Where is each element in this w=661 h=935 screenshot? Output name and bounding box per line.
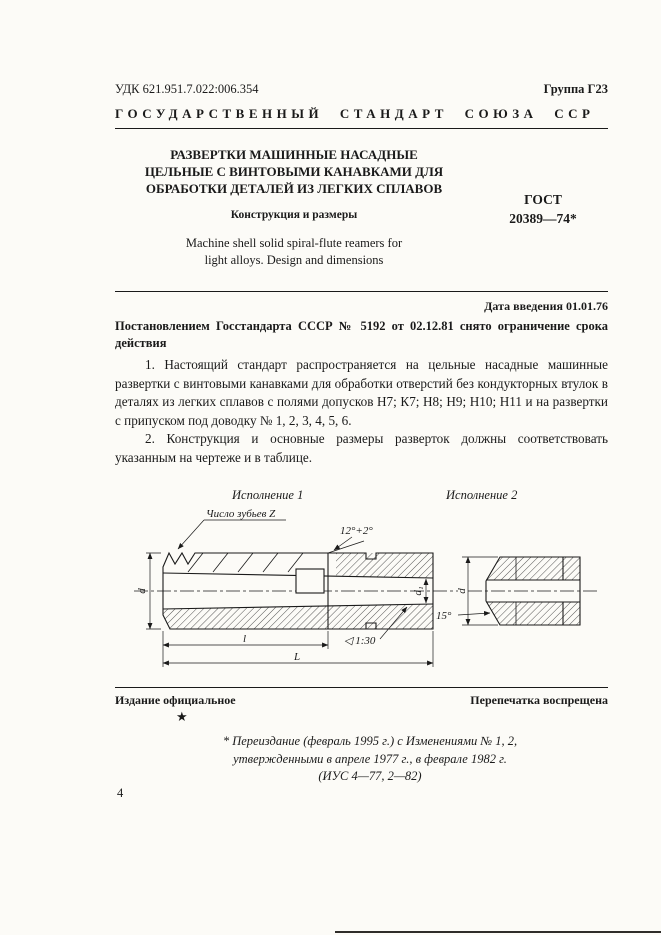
english-title-line-2: light alloys. Design and dimensions xyxy=(204,253,384,267)
dim-d-right-label: d xyxy=(456,588,468,594)
drawing-area xyxy=(118,503,610,691)
english-title xyxy=(118,235,470,269)
title-line-3: ОБРАБОТКИ ДЕТАЛЕЙ ИЗ ЛЕГКИХ СПЛАВОВ xyxy=(145,181,443,196)
masthead xyxy=(115,82,608,97)
body-text xyxy=(115,356,608,467)
dim-l-label: l xyxy=(243,633,247,645)
rule-above-date xyxy=(115,291,608,292)
hatch-upper-wall xyxy=(336,553,433,578)
spiral-flutes xyxy=(188,553,303,572)
title-line-1: РАЗВЕРТКИ МАШИННЫЕ НАСАДНЫЕ xyxy=(170,147,418,162)
angle-15-leader xyxy=(458,613,490,615)
scan-edge-artifact xyxy=(335,931,661,933)
dim-L-label: L xyxy=(294,651,301,663)
standard-header: ГОСУДАРСТВЕННЫЙ СТАНДАРТ СОЮЗА ССР xyxy=(115,106,595,121)
udk-code: УДК 621.951.7.022:006.354 xyxy=(115,82,259,96)
paragraph-1: 1. Настоящий стандарт распространяется на цельные насадные машинные развертки с винтовыми канавками для обработки отверстий без кондукторных втулок в деталях из легких сплавов с полями допусков Н7; К7; Н8; Н9; Н10; Н11 и на развертки с припуском под доводку № 1, 2, 3, 4, 5, 6. xyxy=(115,357,608,428)
footnote-line-3: (ИУС 4—77, 2—82) xyxy=(318,769,422,783)
effective-date: Дата введения 01.01.76 xyxy=(484,299,608,313)
english-title-line-1: Machine shell solid spiral-flute reamers for xyxy=(185,236,403,250)
gost-designation xyxy=(480,190,606,228)
footnote-line-2: утвержденными в апреле 1977 г., в феврале 1982 г. xyxy=(233,751,507,766)
technical-drawing xyxy=(118,503,610,691)
page-number: 4 xyxy=(117,786,124,800)
drive-slot xyxy=(296,569,324,593)
hatch-right-lower xyxy=(486,602,580,625)
gost-word: ГОСТ xyxy=(524,192,562,207)
footer-row xyxy=(115,693,608,708)
dim-d-label: d xyxy=(136,588,148,594)
footnote-line-1: * Переиздание (февраль 1995 г.) с Изменениями № 1, 2, xyxy=(222,734,518,748)
variant-2-label: Исполнение 2 xyxy=(446,488,518,502)
star-mark: ★ xyxy=(176,709,188,724)
group-code: Группа Г23 xyxy=(543,82,608,96)
chamfer-angle-label: 12°+2° xyxy=(340,525,373,537)
teeth-leader xyxy=(178,520,204,549)
rule-above-footer xyxy=(115,687,608,688)
footnote xyxy=(150,733,590,786)
subtitle: Конструкция и размеры xyxy=(230,209,358,221)
variant-1-label: Исполнение 1 xyxy=(232,488,304,502)
official-edition-label: Издание официальное xyxy=(115,693,236,707)
taper-label: ◁ 1:30 xyxy=(344,635,376,647)
title-line-2: ЦЕЛЬНЫЕ С ВИНТОВЫМИ КАНАВКАМИ ДЛЯ xyxy=(144,164,444,179)
angle-15-label: 15° xyxy=(436,610,452,622)
decree-text: Постановлением Госстандарта СССР № 5192 от 02.12.81 снято ограничение срока действия xyxy=(115,319,608,350)
hatch-right-upper xyxy=(486,557,580,580)
teeth-count-label: Число зубьев Z xyxy=(206,508,276,520)
reprint-forbidden-label: Перепечатка воспрещена xyxy=(470,693,608,707)
paragraph-2: 2. Конструкция и основные размеры разверток должны соответствовать указанным на чертеже и в таблице. xyxy=(115,431,608,465)
dim-d1-label: d₁ xyxy=(412,586,424,596)
rule-under-header xyxy=(115,128,608,129)
gost-number: 20389—74* xyxy=(509,211,577,226)
title-block xyxy=(118,146,470,197)
chamfer-angle-line xyxy=(328,541,364,553)
